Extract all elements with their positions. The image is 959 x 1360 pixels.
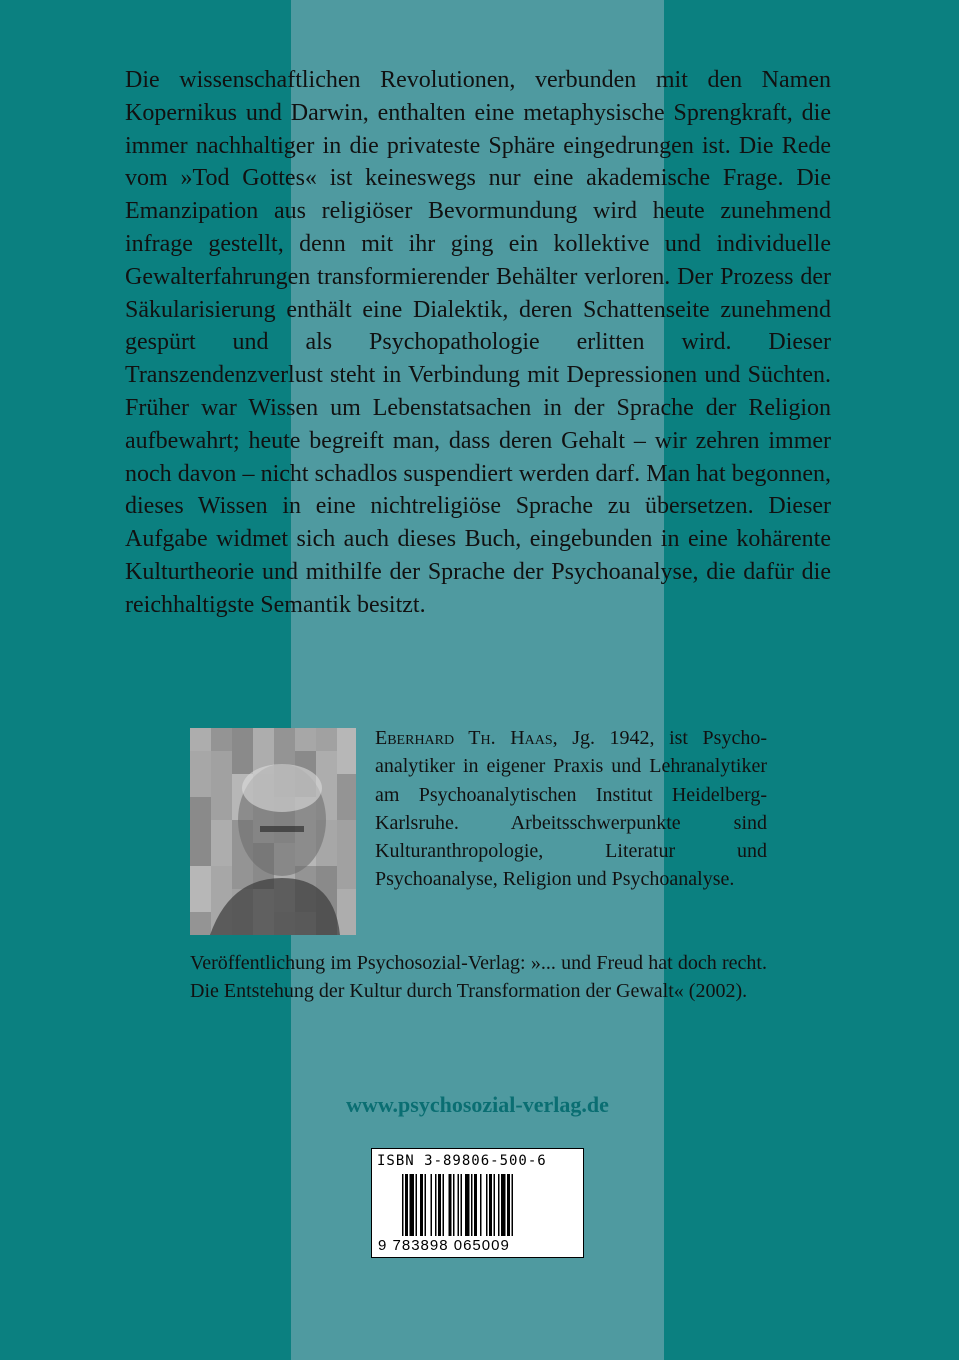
publication-note: Veröffentlichung im Psychosozial-Verlag: »... und Freud hat doch recht. Die Entstehung der Kultur durch Transformation der Gewalt« (2002).	[190, 952, 767, 1003]
isbn-barcode	[371, 1148, 584, 1258]
author-bio-text: , Jg. 1942, ist Psychoanalytiker in eigener Praxis und Lehranalytiker am Psychoanalytischen Institut Heidelberg-Karlsruhe. Arbeitsschwerpunkte sind Kulturanthropologie, Literatur und Psychoanalyse, Religion und Psychoanalyse.	[375, 727, 767, 891]
author-portrait-image	[190, 728, 356, 935]
author-photo	[190, 728, 356, 935]
barcode-bars	[402, 1174, 562, 1236]
ean-digits: 9 783898 065009	[378, 1237, 510, 1254]
publisher-website[interactable]: www.psychosozial-verlag.de	[346, 1092, 609, 1117]
author-name: Eberhard Th. Haas	[375, 727, 553, 749]
isbn-label: ISBN 3-89806-500-6	[377, 1153, 547, 1169]
back-cover-blurb: Die wissenschaftlichen Revolutionen, verbunden mit den Namen Kopernikus und Darwin, enthalten eine metaphysische Sprengkraft, die immer nachhaltiger in die privateste Sphäre eingedrungen ist. Die Rede vom »Tod Gottes« ist keineswegs nur eine akademische Frage. Die Emanzipation aus religiöser Bevormundung wird heute zunehmend infrage gestellt, denn mit ihr ging ein kollektive und individuelle Gewalterfahrungen transformierender Behälter verloren. Der Prozess der Säkularisierung enthält eine Dialektik, deren Schattenseite zunehmend gespürt und als Psychopathologie erlitten wird. Dieser Transzendenzverlust steht in Verbindung mit Depressionen und Süchten. Früher war Wissen um Lebenstatsachen in der Sprache der Religion aufbewahrt; heute begreift man, dass deren Gehalt – wir zehren immer noch davon – nicht schadlos suspendiert werden darf. Man hat begonnen, dieses Wissen in eine nichtreligiöse Sprache zu übersetzen. Dieser Aufgabe widmet sich auch dieses Buch, eingebunden in eine kohärente Kulturtheorie und mithilfe der Sprache der Psychoanalyse, die dafür die reichhaltigste Semantik besitzt.	[125, 67, 831, 618]
author-bio	[375, 724, 767, 894]
